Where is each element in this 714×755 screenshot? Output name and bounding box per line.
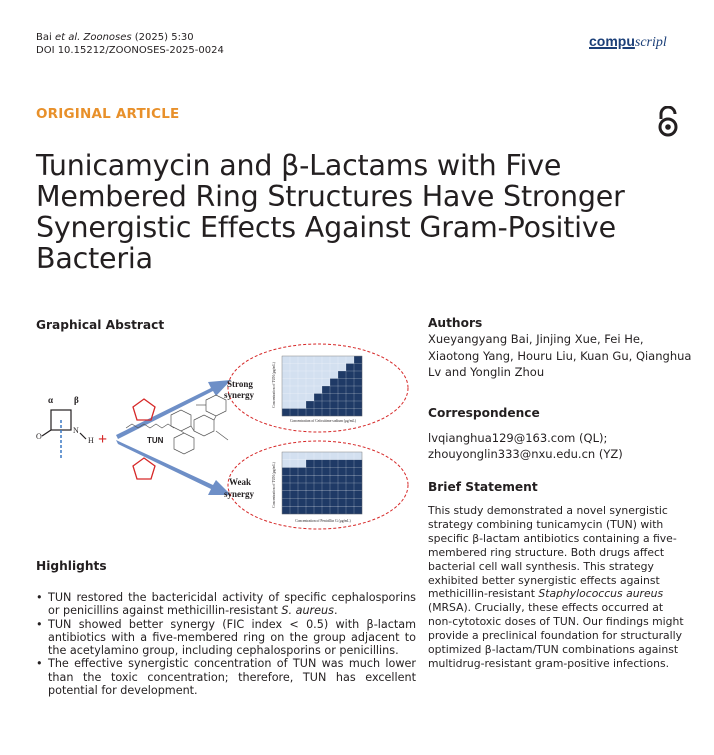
heatmap-cell	[306, 460, 314, 468]
publisher-logo[interactable]: compuscripl	[589, 33, 667, 50]
heatmap-cell	[298, 401, 306, 409]
plus-sign: +	[98, 431, 108, 448]
heatmap-cell	[346, 468, 354, 476]
citation	[36, 31, 224, 57]
heatmap-cell	[322, 394, 330, 402]
heatmap-cell	[314, 394, 322, 402]
heatmap-cell	[290, 483, 298, 491]
heatmap-cell	[330, 452, 338, 460]
heatmap-cell	[298, 468, 306, 476]
weak-label: Weak	[229, 477, 252, 487]
heatmap-cell	[322, 386, 330, 394]
heatmap-cell	[330, 468, 338, 476]
heatmap-cell	[298, 506, 306, 514]
heatmap-cell	[346, 386, 354, 394]
heatmap-cell	[298, 452, 306, 460]
heatmap-cell	[306, 506, 314, 514]
heatmap-cell	[314, 506, 322, 514]
heatmap-cell	[290, 371, 298, 379]
heatmap-cell	[290, 386, 298, 394]
weak-heatmap-xlabel: Concentration of Penicillin G (μg/mL)	[295, 519, 351, 523]
heatmap-cell	[290, 394, 298, 402]
weak-synergy-heatmap	[282, 452, 362, 514]
heatmap-cell	[282, 409, 290, 417]
heatmap-cell	[306, 483, 314, 491]
strong-label-2: synergy	[224, 390, 254, 400]
heatmap-cell	[298, 499, 306, 507]
heatmap-cell	[330, 506, 338, 514]
heatmap-cell	[338, 409, 346, 417]
heatmap-cell	[338, 394, 346, 402]
heatmap-cell	[290, 409, 298, 417]
heatmap-cell	[338, 506, 346, 514]
heatmap-cell	[330, 409, 338, 417]
heatmap-cell	[306, 491, 314, 499]
article-type: ORIGINAL ARTICLE	[36, 106, 180, 122]
heatmap-cell	[330, 364, 338, 372]
heatmap-cell	[322, 452, 330, 460]
heatmap-cell	[282, 452, 290, 460]
heatmap-cell	[330, 491, 338, 499]
heatmap-cell	[330, 475, 338, 483]
heatmap-cell	[290, 506, 298, 514]
heatmap-cell	[322, 409, 330, 417]
heatmap-cell	[354, 483, 362, 491]
heatmap-cell	[290, 491, 298, 499]
heatmap-cell	[306, 394, 314, 402]
heatmap-cell	[282, 379, 290, 387]
heatmap-cell	[346, 371, 354, 379]
heatmap-cell	[322, 491, 330, 499]
heatmap-cell	[306, 475, 314, 483]
doi-line[interactable]: DOI 10.15212/ZOONOSES-2025-0024	[36, 45, 224, 56]
heatmap-cell	[354, 499, 362, 507]
heatmap-cell	[314, 460, 322, 468]
heatmap-cell	[282, 499, 290, 507]
heatmap-cell	[314, 468, 322, 476]
heatmap-cell	[306, 499, 314, 507]
heatmap-cell	[346, 499, 354, 507]
svg-text:β: β	[74, 395, 79, 405]
heatmap-cell	[338, 468, 346, 476]
heatmap-cell	[314, 409, 322, 417]
heatmap-cell	[346, 460, 354, 468]
heatmap-cell	[322, 499, 330, 507]
heatmap-cell	[338, 460, 346, 468]
correspondence-emails	[428, 430, 698, 462]
heatmap-cell	[322, 475, 330, 483]
strong-heatmap-xlabel: Concentration of Cefoxitime sodium (μg/mL)	[290, 419, 356, 423]
beta-lactam-structure	[36, 395, 94, 458]
heatmap-cell	[290, 401, 298, 409]
heatmap-cell	[306, 371, 314, 379]
heatmap-cell	[322, 371, 330, 379]
open-access-icon	[656, 106, 680, 138]
heatmap-cell	[298, 483, 306, 491]
heatmap-cell	[346, 364, 354, 372]
tun-label: TUN	[147, 436, 164, 445]
heatmap-cell	[322, 483, 330, 491]
heatmap-cell	[354, 379, 362, 387]
heatmap-cell	[314, 483, 322, 491]
heatmap-cell	[314, 475, 322, 483]
heatmap-cell	[314, 386, 322, 394]
heatmap-cell	[354, 394, 362, 402]
heatmap-cell	[282, 394, 290, 402]
svg-text:O: O	[36, 432, 42, 441]
brief-statement-heading: Brief Statement	[428, 480, 538, 494]
heatmap-cell	[282, 506, 290, 514]
heatmap-cell	[290, 356, 298, 364]
author-list: Xueyangyang Bai, Jinjing Xue, Fei He, Xiaotong Yang, Houru Liu, Kuan Gu, Qianghua Lv and Yonglin Zhou	[428, 332, 692, 379]
heatmap-cell	[354, 401, 362, 409]
heatmap-cell	[346, 394, 354, 402]
heatmap-cell	[290, 475, 298, 483]
highlights-list	[36, 591, 416, 697]
svg-text:N: N	[73, 426, 79, 435]
pentagon-ring-bottom	[133, 458, 155, 479]
heatmap-cell	[354, 491, 362, 499]
heatmap-cell	[290, 379, 298, 387]
heatmap-cell	[306, 386, 314, 394]
weak-label-2: synergy	[224, 489, 254, 499]
highlight-item: • The effective synergistic concentration of TUN was much lower than the toxic concentration; therefore, TUN has excellent potential for development.	[36, 657, 416, 697]
heatmap-cell	[322, 506, 330, 514]
heatmap-cell	[330, 499, 338, 507]
heatmap-cell	[282, 491, 290, 499]
heatmap-cell	[282, 475, 290, 483]
heatmap-cell	[338, 452, 346, 460]
heatmap-cell	[346, 379, 354, 387]
heatmap-cell	[354, 356, 362, 364]
heatmap-cell	[282, 356, 290, 364]
heatmap-cell	[322, 364, 330, 372]
heatmap-cell	[306, 468, 314, 476]
heatmap-cell	[346, 475, 354, 483]
heatmap-cell	[298, 475, 306, 483]
heatmap-cell	[338, 356, 346, 364]
heatmap-cell	[314, 364, 322, 372]
heatmap-cell	[346, 491, 354, 499]
heatmap-cell	[330, 460, 338, 468]
heatmap-cell	[354, 460, 362, 468]
heatmap-cell	[306, 379, 314, 387]
heatmap-cell	[338, 386, 346, 394]
heatmap-cell	[322, 468, 330, 476]
heatmap-cell	[338, 483, 346, 491]
heatmap-cell	[282, 483, 290, 491]
heatmap-cell	[306, 452, 314, 460]
heatmap-cell	[290, 499, 298, 507]
heatmap-cell	[354, 452, 362, 460]
article-title: Tunicamycin and β-Lactams with Five Membered Ring Structures Have Stronger Synergistic Effects Against Gram-Positive Bacteria	[36, 149, 625, 275]
heatmap-cell	[298, 491, 306, 499]
heatmap-cell	[346, 452, 354, 460]
citation-line: Bai et al. Zoonoses (2025) 5:30	[36, 32, 194, 43]
heatmap-cell	[306, 401, 314, 409]
heatmap-cell	[354, 475, 362, 483]
heatmap-cell	[330, 356, 338, 364]
heatmap-cell	[290, 452, 298, 460]
heatmap-cell	[298, 379, 306, 387]
heatmap-cell	[354, 409, 362, 417]
heatmap-cell	[354, 364, 362, 372]
heatmap-cell	[298, 394, 306, 402]
heatmap-cell	[338, 491, 346, 499]
heatmap-cell	[298, 460, 306, 468]
heatmap-cell	[314, 371, 322, 379]
graphical-abstract-heading: Graphical Abstract	[36, 318, 165, 332]
heatmap-cell	[298, 356, 306, 364]
graphical-abstract	[36, 340, 421, 535]
heatmap-cell	[322, 356, 330, 364]
heatmap-cell	[298, 409, 306, 417]
heatmap-cell	[290, 460, 298, 468]
heatmap-cell	[314, 401, 322, 409]
correspondence-heading: Correspondence	[428, 406, 540, 420]
heatmap-cell	[322, 401, 330, 409]
heatmap-cell	[330, 394, 338, 402]
heatmap-cell	[298, 364, 306, 372]
heatmap-cell	[354, 386, 362, 394]
heatmap-cell	[306, 409, 314, 417]
heatmap-cell	[330, 379, 338, 387]
pentagon-ring-top	[133, 399, 155, 420]
heatmap-cell	[338, 379, 346, 387]
highlight-item: • TUN restored the bactericidal activity of specific cephalosporins or penicillins against methicillin-resistant S. aureus.	[36, 591, 416, 618]
heatmap-cell	[306, 364, 314, 372]
heatmap-cell	[354, 506, 362, 514]
heatmap-cell	[330, 371, 338, 379]
heatmap-cell	[314, 452, 322, 460]
authors-heading: Authors	[428, 316, 483, 330]
heatmap-cell	[330, 401, 338, 409]
heatmap-cell	[282, 364, 290, 372]
heatmap-cell	[314, 499, 322, 507]
heatmap-cell	[298, 371, 306, 379]
highlight-item: • TUN showed better synergy (FIC index < 0.5) with β-lactam antibiotics with a five-membered ring on the group adjacent to the acetylamino group, including cephalosporins or penicillins.	[36, 618, 416, 658]
heatmap-cell	[282, 371, 290, 379]
weak-heatmap-ylabel: Concentration of TUN (μg/mL)	[272, 462, 276, 508]
brief-statement-text: This study demonstrated a novel synergistic strategy combining tunicamycin (TUN) with specific β-lactam antibiotics containing a five-membered ring structure. Both drugs affect bacterial cell wall synthesis. This strategy exhibited better synergistic effects against methicillin-resistant Staphylococcus aureus (MRSA). Crucially, these effects occurred at non-cytotoxic doses of TUN. Our findings might provide a preclinical foundation for structurally optimized β-lactam/TUN combinations against multidrug-resistant gram-positive infections.	[428, 504, 684, 670]
heatmap-cell	[282, 468, 290, 476]
heatmap-cell	[298, 386, 306, 394]
heatmap-cell	[306, 356, 314, 364]
heatmap-cell	[290, 468, 298, 476]
svg-text:H: H	[88, 436, 94, 445]
heatmap-cell	[322, 379, 330, 387]
email-link-1[interactable]: lvqianghua129@163.com (QL);	[428, 431, 608, 445]
highlights-heading: Highlights	[36, 559, 107, 573]
heatmap-cell	[354, 468, 362, 476]
heatmap-cell	[338, 499, 346, 507]
heatmap-cell	[314, 356, 322, 364]
heatmap-cell	[282, 401, 290, 409]
strong-heatmap-ylabel: Concentration of TUN (μg/mL)	[272, 362, 276, 408]
heatmap-cell	[330, 386, 338, 394]
heatmap-cell	[338, 364, 346, 372]
heatmap-cell	[314, 491, 322, 499]
heatmap-cell	[346, 409, 354, 417]
strong-label: Strong	[227, 379, 253, 389]
strong-synergy-heatmap	[282, 356, 362, 416]
email-link-2[interactable]: zhouyonglin333@nxu.edu.cn (YZ)	[428, 447, 623, 461]
heatmap-cell	[338, 401, 346, 409]
heatmap-cell	[314, 379, 322, 387]
heatmap-cell	[282, 386, 290, 394]
heatmap-cell	[282, 460, 290, 468]
heatmap-cell	[346, 401, 354, 409]
svg-text:α: α	[48, 395, 54, 405]
heatmap-cell	[354, 371, 362, 379]
heatmap-cell	[322, 460, 330, 468]
heatmap-cell	[346, 506, 354, 514]
heatmap-cell	[338, 475, 346, 483]
heatmap-cell	[346, 356, 354, 364]
heatmap-cell	[290, 364, 298, 372]
heatmap-cell	[346, 483, 354, 491]
heatmap-cell	[338, 371, 346, 379]
heatmap-cell	[330, 483, 338, 491]
